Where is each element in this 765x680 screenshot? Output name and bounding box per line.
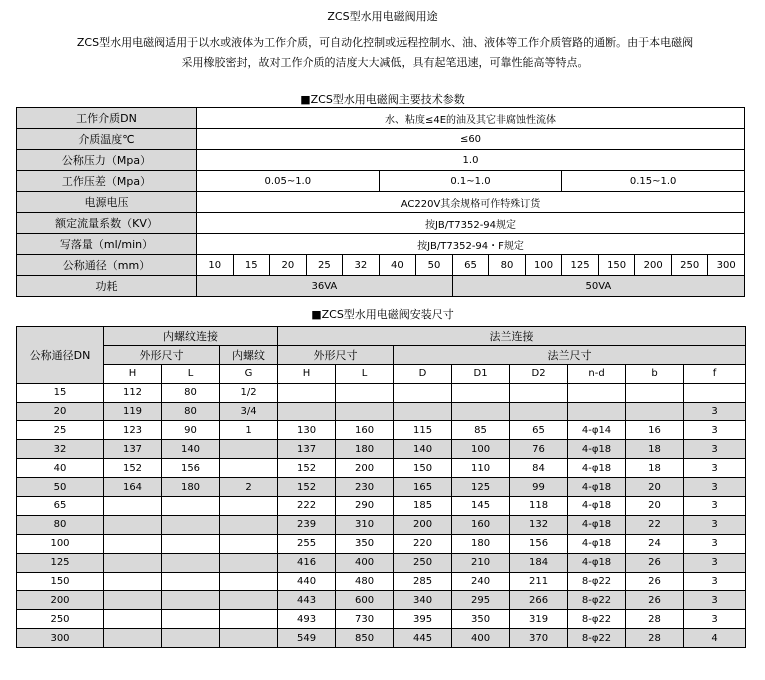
table-cell: 130 [278, 421, 336, 440]
table-cell: 140 [394, 440, 452, 459]
spec-row-pressure-diff [17, 171, 745, 192]
table-cell [162, 629, 220, 648]
table-cell: 230 [336, 478, 394, 497]
table-cell: 24 [626, 534, 684, 553]
spec-nominal-cell: 100 [525, 255, 562, 276]
dim-header-nominal: 公称通径DN [17, 327, 104, 384]
table-cell [104, 497, 162, 516]
table-cell [104, 629, 162, 648]
dim-col-header: n-d [568, 364, 626, 383]
table-cell: 319 [510, 610, 568, 629]
spec-nominal-cell: 20 [270, 255, 307, 276]
table-row [17, 591, 746, 610]
table-cell [104, 534, 162, 553]
table-cell [626, 402, 684, 421]
table-cell-nominal: 65 [17, 497, 104, 516]
spec-row-medium [17, 108, 745, 129]
table-row [17, 515, 746, 534]
table-cell-nominal: 50 [17, 478, 104, 497]
table-cell: 3 [684, 497, 746, 516]
table-cell: 84 [510, 459, 568, 478]
table-cell: 440 [278, 572, 336, 591]
spec-row-flow-coef [17, 213, 745, 234]
table-cell [220, 515, 278, 534]
table-cell: 3 [684, 421, 746, 440]
table-cell: 266 [510, 591, 568, 610]
table-cell-nominal: 25 [17, 421, 104, 440]
table-cell: 210 [452, 553, 510, 572]
table-cell: 4-φ18 [568, 515, 626, 534]
table-cell [220, 610, 278, 629]
table-cell: 145 [452, 497, 510, 516]
spec-table [16, 107, 745, 297]
table-cell: 4-φ18 [568, 553, 626, 572]
table-cell: 26 [626, 572, 684, 591]
table-cell [162, 534, 220, 553]
table-cell: 4-φ18 [568, 478, 626, 497]
table-cell: 28 [626, 610, 684, 629]
table-cell-nominal: 125 [17, 553, 104, 572]
table-cell [162, 572, 220, 591]
table-cell: 28 [626, 629, 684, 648]
table-cell: 600 [336, 591, 394, 610]
table-cell [104, 610, 162, 629]
table-cell: 8-φ22 [568, 629, 626, 648]
dim-header-row-3 [17, 364, 746, 383]
table-cell [394, 402, 452, 421]
table-row [17, 478, 746, 497]
table-cell-nominal: 300 [17, 629, 104, 648]
table-row [17, 440, 746, 459]
table-row [17, 421, 746, 440]
table-cell: 3 [684, 553, 746, 572]
spec-label-power: 功耗 [17, 276, 197, 297]
table-row [17, 553, 746, 572]
table-cell [568, 383, 626, 402]
table-cell: 416 [278, 553, 336, 572]
table-cell [336, 383, 394, 402]
table-cell: 180 [452, 534, 510, 553]
table-cell: 8-φ22 [568, 591, 626, 610]
table-cell [162, 515, 220, 534]
spec-nominal-cell: 32 [343, 255, 380, 276]
table-cell [220, 534, 278, 553]
table-cell: 20 [626, 478, 684, 497]
spec-label-flow-coef: 额定流量系数（KV） [17, 213, 197, 234]
spec-nominal-cell: 65 [452, 255, 489, 276]
spec-value-voltage: AC220V其余规格可作特殊订货 [197, 192, 745, 213]
dim-col-header: H [104, 364, 162, 383]
table-cell: 290 [336, 497, 394, 516]
spec-row-voltage [17, 192, 745, 213]
dim-header-inner-thread: 内螺纹 [220, 345, 278, 364]
table-cell: 160 [336, 421, 394, 440]
table-cell [162, 497, 220, 516]
table-cell [220, 572, 278, 591]
table-cell: 549 [278, 629, 336, 648]
spec-label-pressure: 公称压力（Mpa） [17, 150, 197, 171]
table-cell: 180 [162, 478, 220, 497]
spec-label-medium: 工作介质DN [17, 108, 197, 129]
table-cell: 112 [104, 383, 162, 402]
table-cell: 156 [162, 459, 220, 478]
spec-value-pressure: 1.0 [197, 150, 745, 171]
table-cell [220, 440, 278, 459]
spec-value-power: 50VA [452, 276, 744, 297]
table-cell: 370 [510, 629, 568, 648]
table-cell: 156 [510, 534, 568, 553]
table-row [17, 459, 746, 478]
dim-col-header: G [220, 364, 278, 383]
table-cell [162, 591, 220, 610]
table-cell-nominal: 40 [17, 459, 104, 478]
spec-row-pressure [17, 150, 745, 171]
table-cell: 16 [626, 421, 684, 440]
table-cell: 400 [452, 629, 510, 648]
table-cell: 100 [452, 440, 510, 459]
table-cell: 65 [510, 421, 568, 440]
table-cell: 125 [452, 478, 510, 497]
dim-header-flange-outer: 外形尺寸 [278, 345, 394, 364]
table-cell [336, 402, 394, 421]
table-cell: 99 [510, 478, 568, 497]
table-cell [452, 383, 510, 402]
table-cell: 110 [452, 459, 510, 478]
table-cell [278, 402, 336, 421]
table-cell: 395 [394, 610, 452, 629]
table-cell: 239 [278, 515, 336, 534]
table-cell: 76 [510, 440, 568, 459]
table-cell [452, 402, 510, 421]
table-row [17, 497, 746, 516]
table-cell: 22 [626, 515, 684, 534]
table-cell: 20 [626, 497, 684, 516]
table-cell: 165 [394, 478, 452, 497]
table-cell-nominal: 80 [17, 515, 104, 534]
table-cell-nominal: 200 [17, 591, 104, 610]
table-cell: 285 [394, 572, 452, 591]
table-cell: 80 [162, 402, 220, 421]
table-row [17, 572, 746, 591]
table-cell: 3 [684, 572, 746, 591]
table-cell-nominal: 32 [17, 440, 104, 459]
table-cell: 493 [278, 610, 336, 629]
table-cell [104, 515, 162, 534]
dim-header-thread: 内螺纹连接 [104, 327, 278, 346]
table-cell: 3 [684, 534, 746, 553]
table-cell: 3 [684, 459, 746, 478]
dimension-table-body [17, 383, 746, 647]
table-cell: 255 [278, 534, 336, 553]
table-cell: 295 [452, 591, 510, 610]
table-cell [104, 591, 162, 610]
spec-value-medium: 水、粘度≤4E的油及其它非腐蚀性流体 [197, 108, 745, 129]
table-cell: 160 [452, 515, 510, 534]
table-cell: 123 [104, 421, 162, 440]
intro-line-2: 采用橡胶密封，故对工作介质的洁度大大减低，具有起笔迅速，可靠性能高等特点。 [181, 56, 589, 69]
table-cell: 152 [278, 478, 336, 497]
table-cell: 115 [394, 421, 452, 440]
table-cell: 137 [104, 440, 162, 459]
spec-value-pressure-diff: 0.05~1.0 [197, 171, 380, 192]
table-cell: 1 [220, 421, 278, 440]
table-row [17, 610, 746, 629]
table-cell: 164 [104, 478, 162, 497]
spec-value-pressure-diff: 0.1~1.0 [379, 171, 562, 192]
table-cell [220, 553, 278, 572]
spec-nominal-cell: 40 [379, 255, 416, 276]
intro-paragraph [40, 33, 730, 73]
table-cell: 152 [278, 459, 336, 478]
table-cell [162, 553, 220, 572]
dim-header-row-1 [17, 327, 746, 346]
spec-value-temperature: ≤60 [197, 129, 745, 150]
spec-label-voltage: 电源电压 [17, 192, 197, 213]
spec-nominal-cell: 250 [671, 255, 708, 276]
table-row [17, 629, 746, 648]
table-cell: 350 [452, 610, 510, 629]
table-cell: 140 [162, 440, 220, 459]
table-cell [162, 610, 220, 629]
table-row [17, 402, 746, 421]
table-cell: 3/4 [220, 402, 278, 421]
table-cell: 443 [278, 591, 336, 610]
dim-col-header: b [626, 364, 684, 383]
dim-col-header: L [336, 364, 394, 383]
spec-nominal-cell: 200 [635, 255, 672, 276]
table-cell: 220 [394, 534, 452, 553]
dim-header-flange-size: 法兰尺寸 [394, 345, 746, 364]
table-cell: 480 [336, 572, 394, 591]
dim-col-header: H [278, 364, 336, 383]
table-cell: 310 [336, 515, 394, 534]
table-cell: 240 [452, 572, 510, 591]
table-cell: 4-φ18 [568, 459, 626, 478]
table-cell: 340 [394, 591, 452, 610]
table-cell [626, 383, 684, 402]
table-cell [220, 629, 278, 648]
intro-line-1: ZCS型水用电磁阀适用于以水或液体为工作介质，可自动化控制或远程控制水、油、液体等工作介质管路的通断。由于本电磁阀 [76, 36, 694, 49]
table-cell [510, 402, 568, 421]
table-cell [684, 383, 746, 402]
table-cell: 150 [394, 459, 452, 478]
table-cell [510, 383, 568, 402]
table-cell: 4 [684, 629, 746, 648]
spec-row-power [17, 276, 745, 297]
table-cell: 18 [626, 459, 684, 478]
table-cell [278, 383, 336, 402]
page-title: ZCS型水用电磁阀用途 [327, 10, 438, 23]
spec-label-leakage: 写落量（ml/min） [17, 234, 197, 255]
table-row [17, 534, 746, 553]
table-cell [220, 497, 278, 516]
table-cell: 3 [684, 402, 746, 421]
table-cell [220, 459, 278, 478]
spec-nominal-cell: 10 [197, 255, 234, 276]
table-cell: 3 [684, 478, 746, 497]
table-cell: 119 [104, 402, 162, 421]
spec-value-power: 36VA [197, 276, 453, 297]
spec-nominal-cell: 25 [306, 255, 343, 276]
table-cell: 90 [162, 421, 220, 440]
table-cell: 85 [452, 421, 510, 440]
table-cell: 3 [684, 515, 746, 534]
spec-nominal-cell: 125 [562, 255, 599, 276]
table-cell-nominal: 150 [17, 572, 104, 591]
dim-header-row-2 [17, 345, 746, 364]
dim-col-header: D1 [452, 364, 510, 383]
spec-row-leakage [17, 234, 745, 255]
table-cell-nominal: 15 [17, 383, 104, 402]
spec-row-nominal [17, 255, 745, 276]
table-cell: 3 [684, 610, 746, 629]
table-cell: 200 [394, 515, 452, 534]
table-cell: 850 [336, 629, 394, 648]
table-cell-nominal: 20 [17, 402, 104, 421]
dim-header-flange: 法兰连接 [278, 327, 746, 346]
spec-value-pressure-diff: 0.15~1.0 [562, 171, 745, 192]
dim-col-header: L [162, 364, 220, 383]
table-cell: 4-φ14 [568, 421, 626, 440]
table-cell: 8-φ22 [568, 610, 626, 629]
table-cell: 184 [510, 553, 568, 572]
table-cell: 132 [510, 515, 568, 534]
dim-section-title: ■ZCS型水用电磁阀安装尺寸 [311, 308, 454, 321]
table-cell: 200 [336, 459, 394, 478]
table-cell: 152 [104, 459, 162, 478]
dim-col-header: D2 [510, 364, 568, 383]
table-cell: 250 [394, 553, 452, 572]
dim-col-header: f [684, 364, 746, 383]
spec-row-temperature [17, 129, 745, 150]
table-cell-nominal: 100 [17, 534, 104, 553]
spec-nominal-cell: 300 [708, 255, 745, 276]
spec-nominal-cell: 150 [598, 255, 635, 276]
spec-nominal-cell: 50 [416, 255, 453, 276]
table-cell [220, 591, 278, 610]
dim-col-header: D [394, 364, 452, 383]
table-cell: 80 [162, 383, 220, 402]
table-cell: 400 [336, 553, 394, 572]
table-cell [394, 383, 452, 402]
table-cell: 3 [684, 440, 746, 459]
table-cell: 26 [626, 591, 684, 610]
table-cell: 4-φ18 [568, 534, 626, 553]
table-cell: 4-φ18 [568, 497, 626, 516]
spec-value-leakage: 按JB/T7352-94・F规定 [197, 234, 745, 255]
table-cell: 445 [394, 629, 452, 648]
dim-header-outer-size: 外形尺寸 [104, 345, 220, 364]
table-cell: 26 [626, 553, 684, 572]
table-row [17, 383, 746, 402]
table-cell: 350 [336, 534, 394, 553]
spec-section-title: ■ZCS型水用电磁阀主要技术参数 [300, 93, 465, 106]
spec-label-pressure-diff: 工作压差（Mpa） [17, 171, 197, 192]
table-cell: 180 [336, 440, 394, 459]
table-cell: 185 [394, 497, 452, 516]
spec-nominal-cell: 15 [233, 255, 270, 276]
table-cell: 730 [336, 610, 394, 629]
spec-nominal-cell: 80 [489, 255, 526, 276]
table-cell [104, 572, 162, 591]
spec-label-nominal: 公称通径（mm） [17, 255, 197, 276]
table-cell: 1/2 [220, 383, 278, 402]
table-cell: 137 [278, 440, 336, 459]
table-cell: 4-φ18 [568, 440, 626, 459]
table-cell [568, 402, 626, 421]
table-cell: 8-φ22 [568, 572, 626, 591]
dimension-table [16, 326, 746, 648]
spec-label-temperature: 介质温度℃ [17, 129, 197, 150]
table-cell: 2 [220, 478, 278, 497]
spec-value-flow-coef: 按JB/T7352-94规定 [197, 213, 745, 234]
table-cell-nominal: 250 [17, 610, 104, 629]
table-cell: 3 [684, 591, 746, 610]
table-cell: 222 [278, 497, 336, 516]
table-cell: 211 [510, 572, 568, 591]
table-cell: 118 [510, 497, 568, 516]
table-cell [104, 553, 162, 572]
table-cell: 18 [626, 440, 684, 459]
